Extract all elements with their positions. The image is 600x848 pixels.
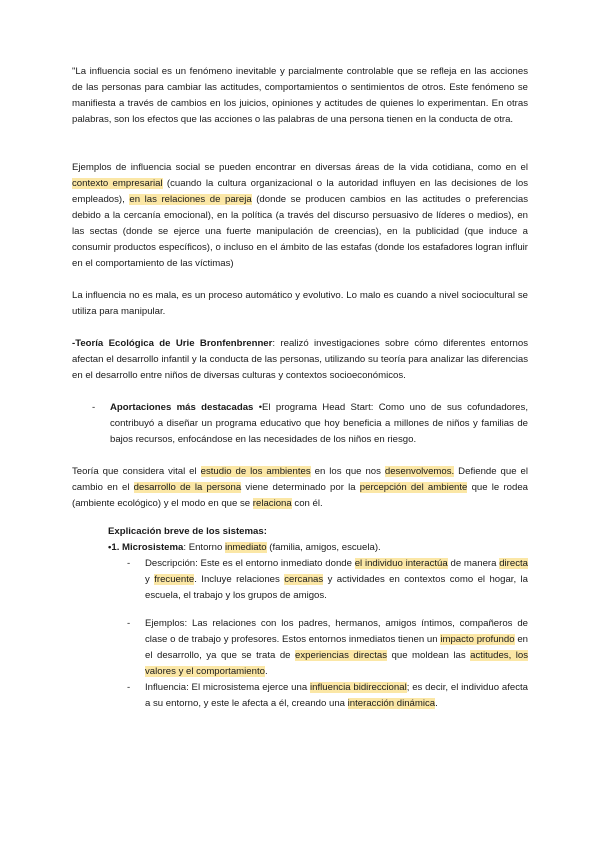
highlight: cercanas <box>284 574 324 585</box>
text: (cuando la cultura organizacional o la autoridad influyen en las decisiones de los empleados), <box>72 178 528 205</box>
text: viene determinado por la <box>241 482 360 493</box>
text: : Entorno <box>183 542 225 553</box>
text: (donde se producen cambios en las actitudes o preferencias debido a la cercanía emocional), en la política (a través del discurso persuasivo de líderes o medios), en las sectas (donde se ejerce una fuerte manipulación de creencias), en la publicidad (que induce a consumir productos específicos), o incluso en el ámbito de las estafas (donde los estafadores logran influir en el comportamiento de las víctimas) <box>72 194 529 269</box>
text: y actividades en contextos como el hogar, la escuela, el trabajo y los grupos de amigos. <box>145 574 528 601</box>
text: Ejemplos: Las relaciones con los padres, hermanos, amigos íntimos, compañeros de clase o de trabajo y profesores. Estos entornos inmediatos tienen un <box>145 618 528 645</box>
highlight: desenvolvemos. <box>384 466 455 477</box>
paragraph-examples <box>72 160 528 272</box>
paragraph-bronfenbrenner <box>72 336 528 384</box>
text: Descripción: Este es el entorno inmediato donde <box>145 558 355 569</box>
highlight: interacción dinámica <box>347 698 436 709</box>
highlight: contexto empresarial <box>72 178 163 189</box>
paragraph-definition: "La influencia social es un fenómeno inevitable y parcialmente controlable que se refleja en las acciones de las personas para cambiar las actitudes, comportamientos o sentimientos de otros. Este fenómeno se manifiesta a través de cambios en los juicios, opiniones y actitudes de quienes lo experimentan. En otras palabras, son los efectos que las acciones o las palabras de una persona tienen en la conducta de otra. <box>72 66 528 125</box>
text: Influencia: El microsistema ejerce una <box>145 682 311 693</box>
text: Ejemplos de influencia social se pueden encontrar en diversas áreas de la vida cotidiana, como en el <box>72 162 528 173</box>
text: . Incluye relaciones <box>194 574 285 585</box>
highlight: influencia bidireccional <box>310 682 407 693</box>
highlight: estudio de los ambientes <box>200 466 311 477</box>
text: y <box>145 574 155 585</box>
text: . <box>435 698 438 709</box>
highlight: impacto profundo <box>440 634 515 645</box>
text: Defiende que el cambio en el <box>72 466 528 493</box>
paragraph-contributions <box>110 400 528 448</box>
microsystem-influence <box>145 680 528 712</box>
highlight: desarrollo de la persona <box>133 482 242 493</box>
text: con él. <box>291 498 323 509</box>
dash-bullet: - <box>127 558 131 569</box>
text: ; es decir, el individuo afecta a su entorno, y este le afecta a él, creando una <box>145 682 529 709</box>
dash-bullet: - <box>127 618 131 629</box>
highlight: percepción del ambiente <box>359 482 468 493</box>
text: en el desarrollo, ya que se trata de <box>145 634 528 661</box>
text: •El programa Head Start: Como uno de sus cofundadores, contribuyó a diseñar un programa educativo que hoy beneficia a millones de niños y familias de bajos recursos, enfocándose en las necesidades de los niños en riesgo. <box>110 402 528 445</box>
heading-bold: Explicación breve de los sistemas: <box>108 526 267 537</box>
text: que moldean las <box>387 650 471 661</box>
highlight: frecuente <box>154 574 195 585</box>
heading-bold: Aportaciones más destacadas <box>110 402 254 413</box>
text: . <box>264 666 268 677</box>
highlight: el individuo interactúa <box>354 558 448 569</box>
microsystem-examples <box>145 616 528 680</box>
text: Teoría que considera vital el <box>72 466 201 477</box>
text: en los que nos <box>310 466 385 477</box>
microsystem-item <box>108 540 528 556</box>
paragraph-theory <box>72 464 528 512</box>
highlight: en las relaciones de pareja <box>129 194 252 205</box>
highlight: relaciona <box>252 498 292 509</box>
microsystem-description <box>145 556 528 604</box>
heading-bold: •1. Microsistema <box>108 542 184 553</box>
highlight: experiencias directas <box>295 650 388 661</box>
text: (familia, amigos, escuela). <box>266 542 381 553</box>
paragraph-influence-note: La influencia no es mala, es un proceso automático y evolutivo. Lo malo es cuando a nivel sociocultural se utiliza para manipular. <box>72 290 528 317</box>
dash-bullet: - <box>92 402 96 413</box>
text: de manera <box>447 558 500 569</box>
dash-bullet: - <box>127 682 131 693</box>
text: : realizó investigaciones sobre cómo diferentes entornos afectan el desarrollo infantil y la conducta de las personas, utilizando su teoría para analizar las diferencias en el desarrollo entre niños de diversas culturas y contextos socioeconómicos. <box>72 338 528 381</box>
systems-title <box>108 524 528 540</box>
text: que le rodea (ambiente ecológico) y el modo en que se <box>72 482 528 509</box>
heading-bold: -Teoría Ecológica de Urie Bronfenbrenner <box>72 338 273 349</box>
highlight: actitudes, los valores y el comportamiento <box>145 650 529 677</box>
highlight: directa <box>499 558 528 569</box>
highlight: inmediato <box>224 542 267 553</box>
